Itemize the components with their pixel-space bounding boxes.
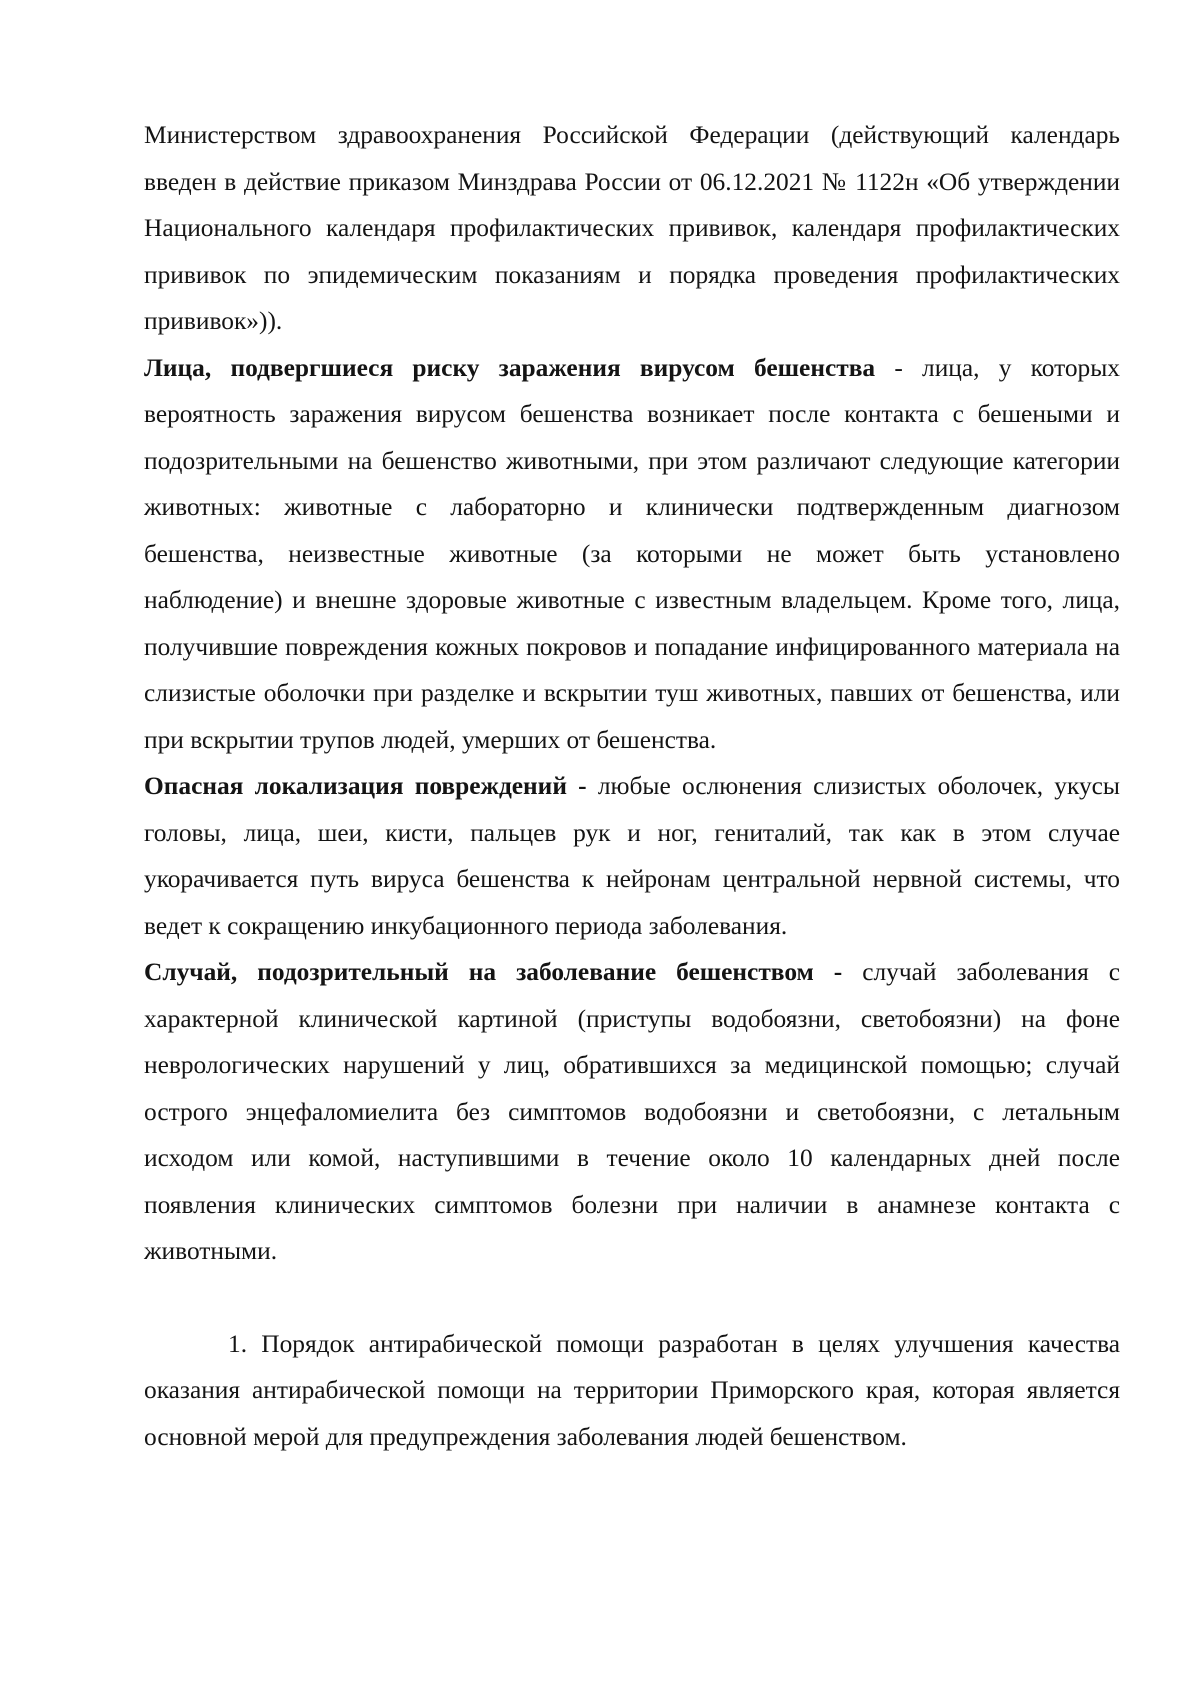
- definition-suspected-case: [144, 949, 1120, 1275]
- paragraph-text: 1. Порядок антирабической помощи разработан в целях улучшения качества оказания антирабической помощи на территории Приморского края, которая является основной мерой для предупреждения заболевания людей бешенством.: [144, 1329, 1120, 1451]
- definition-term: Случай, подозрительный на заболевание бешенством -: [144, 958, 843, 986]
- numbered-paragraph-1: [144, 1321, 1120, 1461]
- paragraph-calendar-reference: [144, 112, 1120, 345]
- definition-term: Лица, подвергшиеся риску заражения вирусом бешенства: [144, 353, 876, 382]
- paragraph-text: Министерством здравоохранения Российской Федерации (действующий календарь введен в действие приказом Минздрава России от 06.12.2021 № 1122н «Об утверждении Национального календаря профилактических прививок, календаря профилактических прививок по эпидемическим показаниям и порядка проведения профилактических прививок»)).: [144, 121, 1120, 335]
- definition-text: любые ослюнения слизистых оболочек, укусы головы, лица, шеи, кисти, пальцев рук и ног, гениталий, так как в этом случае укорачивается путь вируса бешенства к нейронам центральной нервной системы, что ведет к сокращению инкубационного периода заболевания.: [144, 772, 1120, 940]
- definition-persons-at-risk: [144, 345, 1120, 764]
- definition-text: - лица, у которых вероятность заражения вирусом бешенства возникает после контакта с бешеными и подозрительными на бешенство животными, при этом различают следующие категории животных: животные с лабораторно и клинически подтвержденным диагнозом бешенства, неизвестные животные (за которыми не может быть установлено наблюдение) и внешне здоровые животные с известным владельцем. Кроме того, лица, получившие повреждения кожных покровов и попадание инфицированного материала на слизистые оболочки при разделке и вскрытии туш животных, павших от бешенства, или при вскрытии трупов людей, умерших от бешенства.: [144, 353, 1120, 754]
- definition-dangerous-localization: [144, 763, 1120, 949]
- document-body: [144, 112, 1120, 1460]
- definition-text: случай заболевания с характерной клинической картиной (приступы водобоязни, светобоязни) на фоне неврологических нарушений у лиц, обратившихся за медицинской помощью; случай острого энцефаломиелита без симптомов водобоязни и светобоязни, с летальным исходом или комой, наступившими в течение около 10 календарных дней после появления клинических симптомов болезни при наличии в анамнезе контакта с животными.: [144, 958, 1120, 1265]
- paragraph-spacer: [144, 1275, 1120, 1321]
- definition-term: Опасная локализация повреждений -: [144, 772, 587, 800]
